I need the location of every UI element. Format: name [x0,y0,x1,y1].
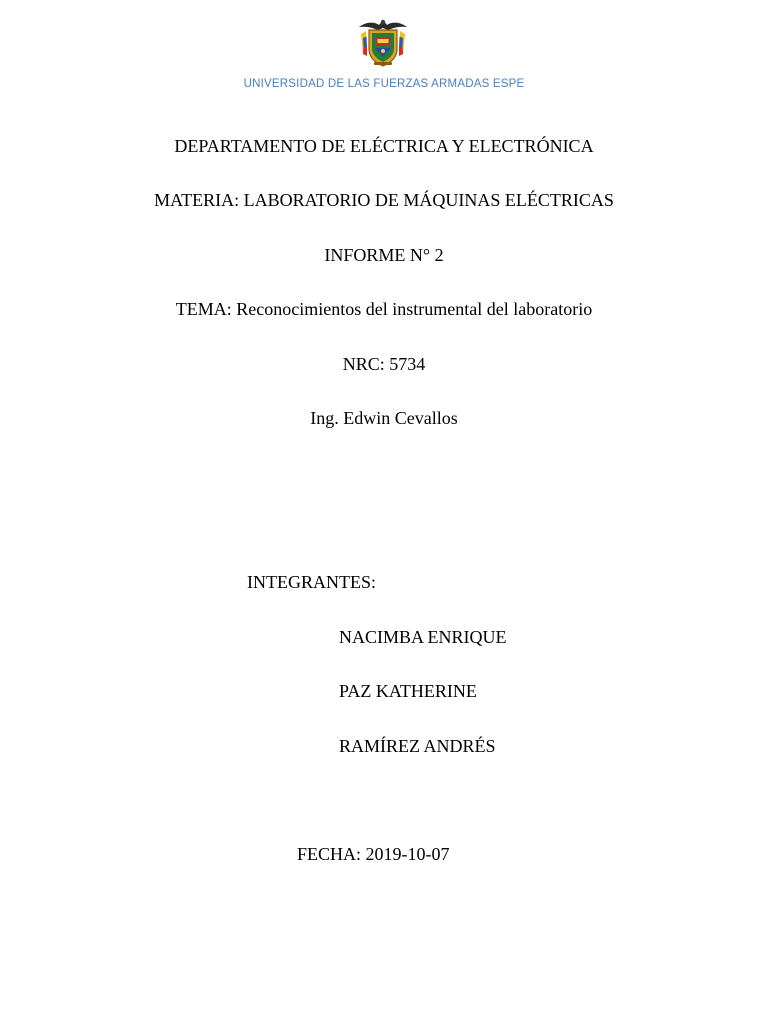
team-member: PAZ KATHERINE [339,681,477,701]
team-member: RAMÍREZ ANDRÉS [339,736,496,756]
university-crest-icon [355,14,411,68]
subject-line: MATERIA: LABORATORIO DE MÁQUINAS ELÉCTRICAS [154,190,614,210]
report-number: INFORME N° 2 [324,245,444,265]
instructor-name: Ing. Edwin Cevallos [310,408,458,428]
team-member: NACIMBA ENRIQUE [339,627,507,647]
department-title: DEPARTAMENTO DE ELÉCTRICA Y ELECTRÓNICA [174,136,594,156]
nrc-line: NRC: 5734 [342,354,426,374]
team-heading: INTEGRANTES: [247,572,376,592]
topic-line: TEMA: Reconocimientos del instrumental del laboratorio [175,299,593,319]
date-line: FECHA: 2019-10-07 [297,844,450,864]
university-name: UNIVERSIDAD DE LAS FUERZAS ARMADAS ESPE [243,78,525,90]
